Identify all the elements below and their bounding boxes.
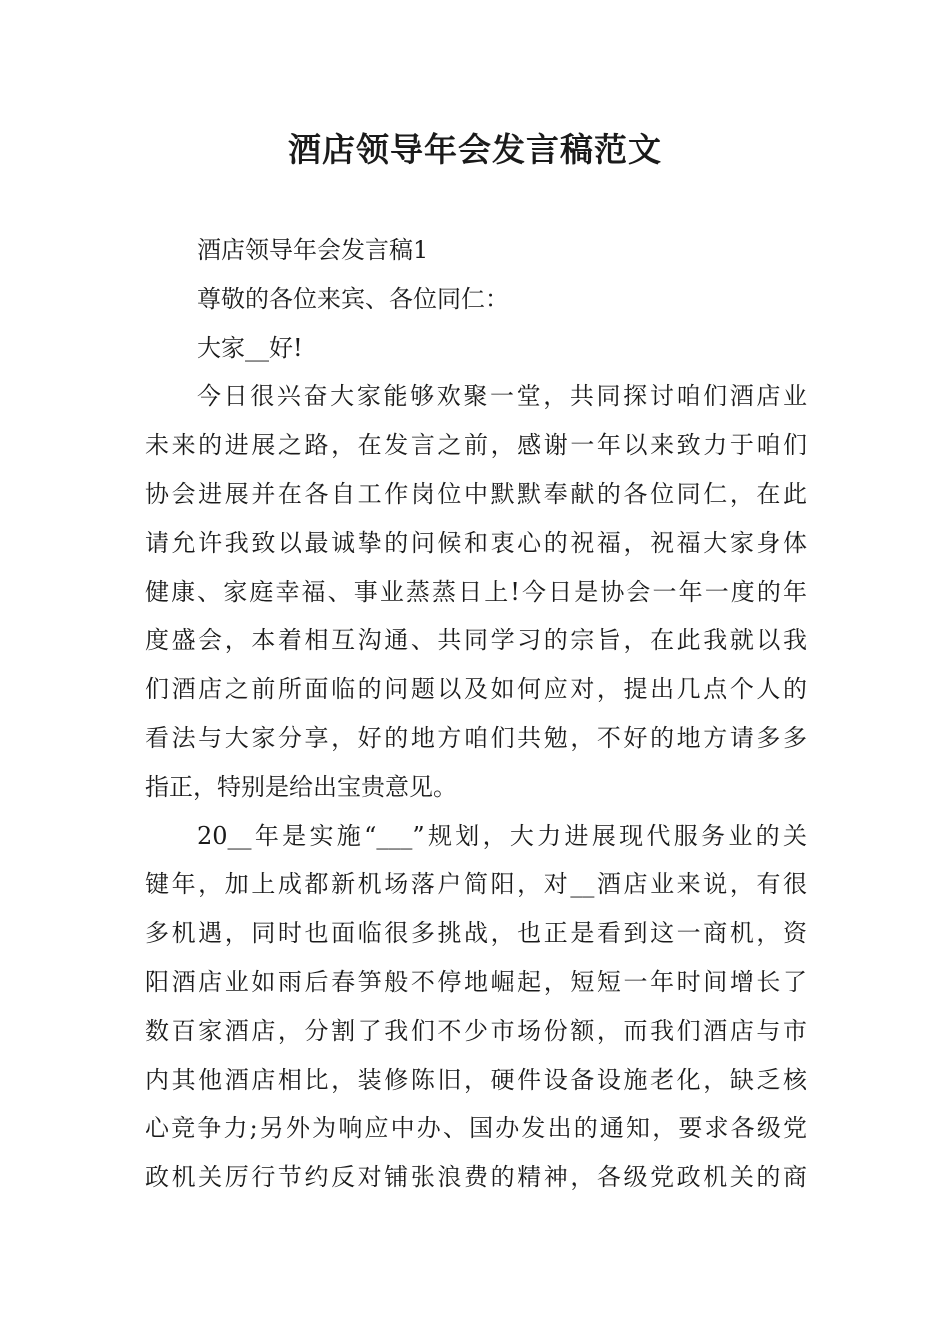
paragraph-salutation [145, 275, 807, 324]
text-line: 大家__好! [197, 333, 303, 362]
document-title: 酒店领导年会发言稿范文 [288, 130, 662, 169]
text-line: 键年，加上成都新机场落户简阳，对__酒店业来说，有很 [145, 870, 807, 899]
text-line: 酒店领导年会发言稿1 [197, 236, 429, 264]
paragraph-greeting [145, 324, 807, 373]
text-line: 尊敬的各位来宾、各位同仁： [197, 284, 509, 313]
text-line: 请允许我致以最诚挚的问候和衷心的祝福，祝福大家身体 [145, 528, 807, 557]
paragraph-context [145, 812, 807, 1202]
text-line: 政机关厉行节约反对铺张浪费的精神，各级党政机关的商 [145, 1163, 807, 1192]
text-line: 度盛会，本着相互沟通、共同学习的宗旨，在此我就以我 [145, 626, 807, 655]
text-line: 心竞争力;另外为响应中办、国办发出的通知，要求各级党 [145, 1114, 807, 1143]
paragraph-opening [145, 372, 807, 811]
document-body [145, 226, 807, 1202]
text-line: 看法与大家分享，好的地方咱们共勉，不好的地方请多多 [145, 723, 807, 752]
text-line: 未来的进展之路，在发言之前，感谢一年以来致力于咱们 [145, 431, 807, 460]
text-line: 指正，特别是给出宝贵意见。 [145, 772, 457, 801]
text-line: 20__年是实施“___”规划，大力进展现代服务业的关 [197, 821, 807, 850]
text-line: 健康、家庭幸福、事业蒸蒸日上!今日是协会一年一度的年 [145, 577, 807, 606]
text-line: 协会进展并在各自工作岗位中默默奉献的各位同仁，在此 [145, 479, 807, 508]
text-line: 多机遇，同时也面临很多挑战，也正是看到这一商机，资 [145, 919, 807, 948]
paragraph-heading [145, 226, 807, 275]
text-line: 内其他酒店相比，装修陈旧，硬件设备设施老化，缺乏核 [145, 1065, 807, 1094]
text-line: 数百家酒店，分割了我们不少市场份额，而我们酒店与市 [145, 1016, 807, 1045]
text-line: 今日很兴奋大家能够欢聚一堂，共同探讨咱们酒店业 [197, 382, 807, 411]
text-line: 阳酒店业如雨后春笋般不停地崛起，短短一年时间增长了 [145, 967, 807, 996]
text-line: 们酒店之前所面临的问题以及如何应对，提出几点个人的 [145, 675, 807, 704]
